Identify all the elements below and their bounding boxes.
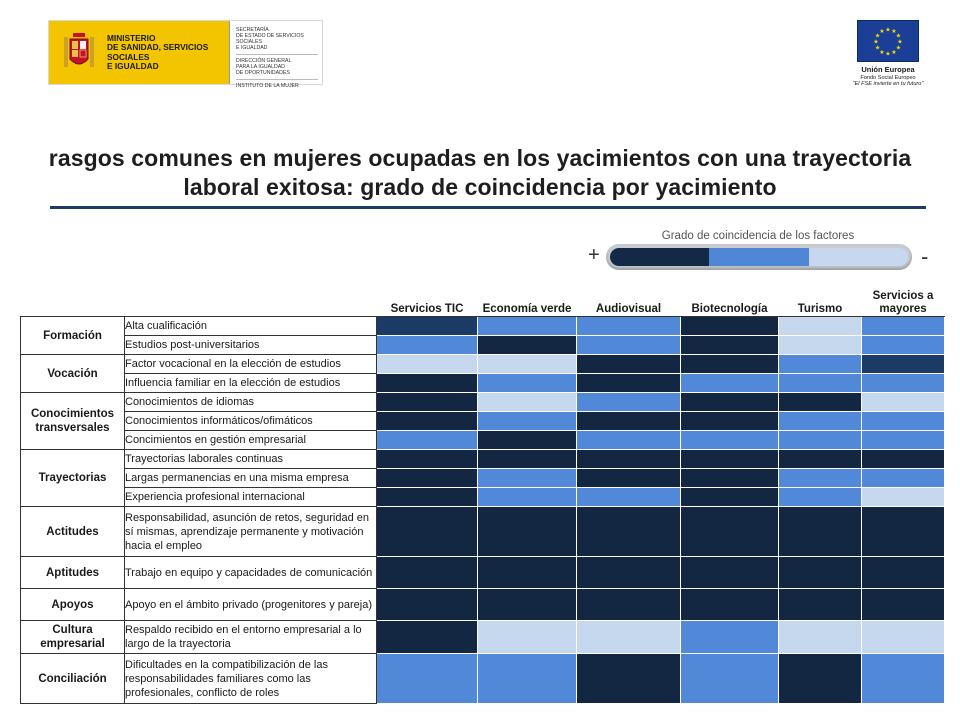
coincidence-cell [377,654,478,704]
eu-star-icon: ★ [879,28,885,36]
coincidence-cell [862,507,945,557]
table-row [21,450,945,469]
coincidence-cell [862,431,945,450]
coincidence-cell [478,336,577,355]
coincidence-cell [779,469,862,488]
eu-star-icon: ★ [897,38,903,46]
table-row [21,336,945,355]
coincidence-cell [577,412,681,431]
table-row [21,317,945,336]
column-header: Audiovisual [577,285,681,317]
matrix-body [21,317,945,704]
coincidence-cell [862,621,945,654]
coincidence-cell [577,431,681,450]
coincidence-cell [779,317,862,336]
coincidence-cell [862,450,945,469]
eu-star-icon: ★ [885,26,891,34]
table-row [21,431,945,450]
coincidence-cell [478,557,577,589]
column-header: Biotecnología [681,285,779,317]
coincidence-cell [478,450,577,469]
coincidence-cell [779,431,862,450]
coincidence-cell [577,336,681,355]
coincidence-cell [681,654,779,704]
coincidence-cell [478,431,577,450]
factor-label: Conocimientos de idiomas [125,393,377,412]
coincidence-cell [681,355,779,374]
category-label: Cultura empresarial [21,621,125,654]
eu-star-icon: ★ [879,48,885,56]
ministerio-logo [48,20,323,89]
table-row [21,355,945,374]
eu-star-icon: ★ [895,44,902,52]
coincidence-cell [478,589,577,621]
coincidence-cell [779,393,862,412]
coincidence-cell [478,469,577,488]
eu-fondo: Fondo Social Europeo [860,75,916,81]
coincidence-cell [779,654,862,704]
coincidence-cell [577,469,681,488]
coincidence-matrix [20,285,945,704]
coincidence-cell [377,589,478,621]
table-row [21,469,945,488]
coincidence-cell [779,488,862,507]
coincidence-cell [577,488,681,507]
coincidence-cell [577,507,681,557]
coincidence-cell [779,589,862,621]
coincidence-cell [681,393,779,412]
coincidence-cell [377,488,478,507]
eu-star-icon: ★ [874,32,881,40]
column-header: Economía verde [478,285,577,317]
factor-label: Dificultades en la compatibilización de las responsabilidades familiares como las profesionales, conflicto de roles [125,654,377,704]
coincidence-cell [862,393,945,412]
coincidence-cell [478,488,577,507]
coincidence-cell [478,654,577,704]
factor-label: Factor vocacional en la elección de estudios [125,355,377,374]
title-divider [50,206,926,209]
coincidence-cell [862,557,945,589]
coincidence-cell [478,355,577,374]
coincidence-cell [377,374,478,393]
coincidence-cell [862,469,945,488]
coincidence-cell [577,450,681,469]
coincidence-cell [478,393,577,412]
category-label: Trayectorias [21,450,125,507]
coincidence-cell [862,488,945,507]
eu-lema: "El FSE invierte en tu futuro" [852,81,924,87]
coincidence-cell [681,317,779,336]
eu-star-icon: ★ [873,38,879,46]
table-row [21,621,945,654]
legend-swatch-1 [610,248,709,266]
eu-logo [840,20,936,92]
coincidence-cell [577,654,681,704]
coincidence-cell [779,336,862,355]
column-header: Servicios TIC [377,285,478,317]
header-blank-factor [125,285,377,317]
legend-minus: - [921,244,929,269]
column-header: Turismo [779,285,862,317]
ministerio-logo-band [49,21,229,84]
coincidence-cell [478,412,577,431]
eu-flag-icon [857,20,919,62]
coincidence-cell [681,557,779,589]
coincidence-cell [681,412,779,431]
factor-label: Largas permanencias en una misma empresa [125,469,377,488]
coincidence-cell [779,450,862,469]
ministerio-name: MINISTERIO DE SANIDAD, SERVICIOS SOCIALES E IGUALDAD [107,32,209,71]
coincidence-cell [377,557,478,589]
table-row [21,654,945,704]
category-label: Conocimientos transversales [21,393,125,450]
coincidence-cell [377,431,478,450]
coincidence-cell [577,355,681,374]
eu-star-icon: ★ [891,28,897,36]
coincidence-cell [681,589,779,621]
category-label: Apoyos [21,589,125,621]
coincidence-cell [681,488,779,507]
factor-label: Conocimientos informáticos/ofimáticos [125,412,377,431]
coincidence-cell [377,450,478,469]
coincidence-cell [862,355,945,374]
coincidence-cell [862,589,945,621]
coincidence-cell [779,621,862,654]
ministerio-subunits [229,21,322,89]
column-header-row [21,285,945,317]
category-label: Formación [21,317,125,355]
factor-label: Estudios post-universitarios [125,336,377,355]
eu-star-icon: ★ [891,48,897,56]
category-label: Conciliación [21,654,125,704]
coincidence-cell [478,317,577,336]
eu-name: Unión Europea [861,65,915,74]
table-row [21,393,945,412]
coincidence-cell [681,469,779,488]
table-row [21,374,945,393]
coincidence-cell [779,412,862,431]
coincidence-cell [377,621,478,654]
category-label: Actitudes [21,507,125,557]
coincidence-cell [681,507,779,557]
factor-label: Trayectorias laborales continuas [125,450,377,469]
coincidence-cell [377,469,478,488]
legend-plus: + [588,244,600,266]
factor-label: Responsabilidad, asunción de retos, seguridad en sí mismas, aprendizaje permanente y motivación hacia el empleo [125,507,377,557]
legend-swatch-3 [809,248,908,266]
category-label: Aptitudes [21,557,125,589]
factor-label: Respaldo recibido en el entorno empresarial a lo largo de la trayectoria [125,621,377,654]
factor-label: Influencia familiar en la elección de estudios [125,374,377,393]
factor-label: Concimientos en gestión empresarial [125,431,377,450]
coincidence-cell [478,507,577,557]
coincidence-cell [577,589,681,621]
coincidence-cell [577,621,681,654]
table-row [21,557,945,589]
coincidence-cell [478,374,577,393]
coincidence-cell [377,355,478,374]
secretaria-text: SECRETARÍA DE ESTADO DE SERVICIOS SOCIALES E IGUALDAD [236,27,304,51]
table-row [21,507,945,557]
coincidence-cell [577,374,681,393]
coincidence-cell [862,317,945,336]
eu-star-icon: ★ [895,32,902,40]
coincidence-cell [779,507,862,557]
coincidence-cell [862,412,945,431]
coincidence-cell [681,621,779,654]
coincidence-cell [681,336,779,355]
legend-swatch-2 [709,248,808,266]
coincidence-cell [862,374,945,393]
page-title: rasgos comunes en mujeres ocupadas en los yacimientos con una trayectoria laboral exitosa: grado de coincidencia por yacimiento [48,145,912,200]
coincidence-cell [377,336,478,355]
coincidence-cell [377,412,478,431]
legend-gradient-bar [606,244,912,270]
coincidence-cell [681,450,779,469]
direccion-text: DIRECCIÓN GENERAL PARA LA IGUALDAD DE OPORTUNIDADES [236,54,318,76]
eu-star-icon: ★ [885,50,891,58]
coincidence-cell [377,393,478,412]
coincidence-cell [862,654,945,704]
coincidence-cell [577,393,681,412]
factor-label: Alta cualificación [125,317,377,336]
coincidence-cell [779,374,862,393]
legend-swatches [610,248,908,266]
factor-label: Experiencia profesional internacional [125,488,377,507]
column-header: Servicios a mayores [862,285,945,317]
coincidence-cell [779,355,862,374]
category-label: Vocación [21,355,125,393]
factor-label: Apoyo en el ámbito privado (progenitores y pareja) [125,589,377,621]
coincidence-cell [681,374,779,393]
eu-star-icon: ★ [874,44,881,52]
coincidence-cell [478,621,577,654]
coincidence-cell [577,557,681,589]
coincidence-cell [862,336,945,355]
table-row [21,412,945,431]
coincidence-cell [377,317,478,336]
table-row [21,488,945,507]
factor-label: Trabajo en equipo y capacidades de comunicación [125,557,377,589]
header-blank-category [21,285,125,317]
coincidence-cell [779,557,862,589]
coat-of-arms-icon [61,31,97,75]
coincidence-cell [681,431,779,450]
instituto-text: INSTITUTO DE LA MUJER [236,79,318,89]
legend-label: Grado de coincidencia de los factores [661,230,855,242]
table-row [21,589,945,621]
coincidence-cell [577,317,681,336]
coincidence-cell [377,507,478,557]
